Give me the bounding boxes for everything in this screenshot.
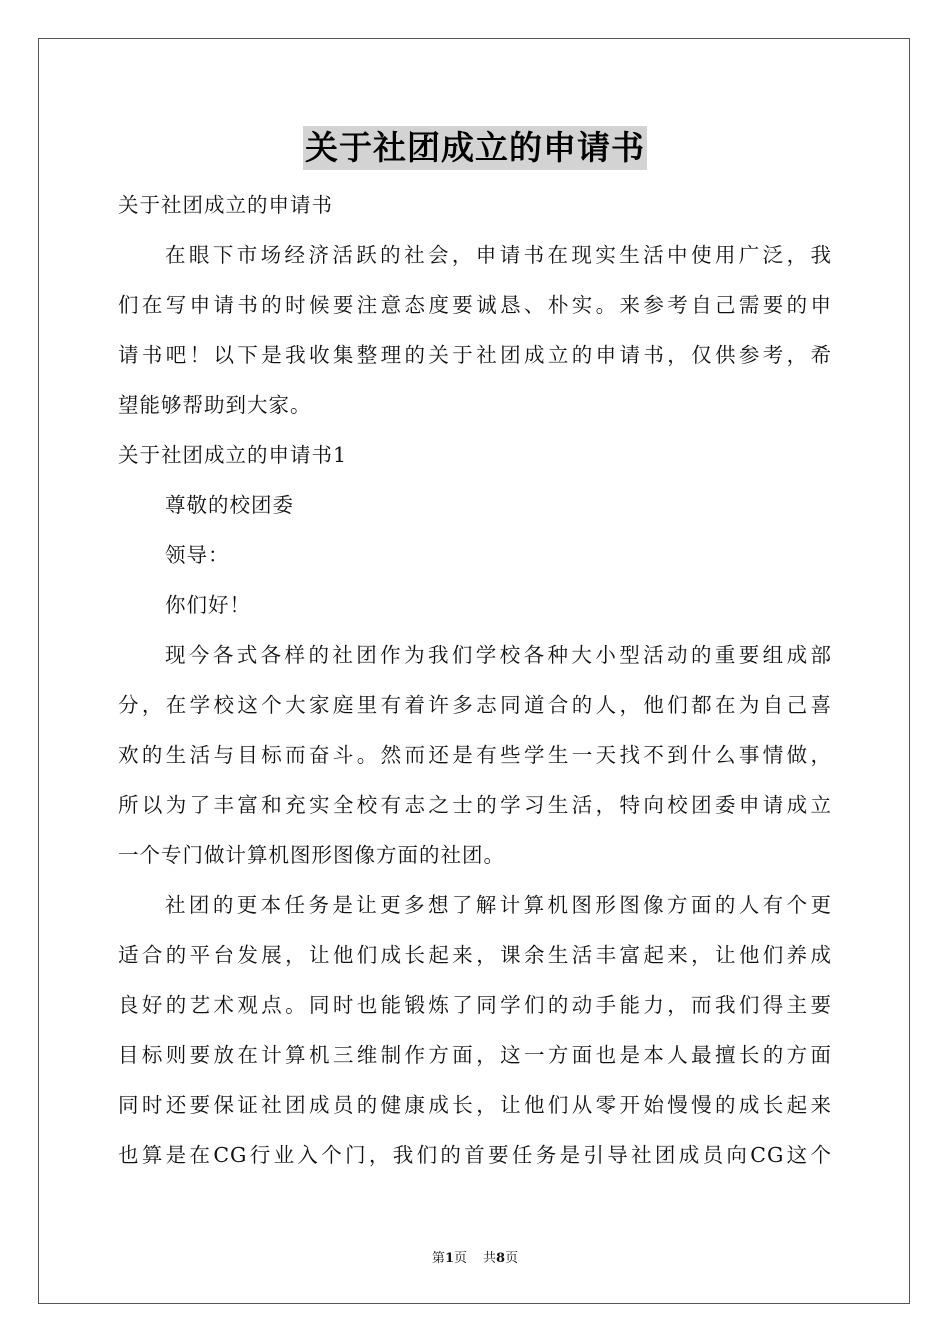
text-line: 同时还要保证社团成员的健康成长，让他们从零开始慢慢的成长起来 xyxy=(118,1093,832,1117)
text-line: 也算是在CG行业入个门，我们的首要任务是引导社团成员向CG这个 xyxy=(118,1143,832,1167)
total-prefix: 共 xyxy=(483,1251,497,1266)
text-line: 欢的生活与目标而奋斗。然而还是有些学生一天找不到什么事情做， xyxy=(118,743,832,767)
greeting-line: 你们好！ xyxy=(165,593,251,617)
total-page-count: 8 xyxy=(496,1251,506,1266)
text-line: 关于社团成立的申请书 xyxy=(118,193,333,217)
text-line: 适合的平台发展，让他们成长起来，课余生活丰富起来，让他们养成 xyxy=(118,943,832,967)
section-heading: 关于社团成立的申请书1 xyxy=(118,443,348,467)
text-line: 良好的艺术观点。同时也能锻炼了同学们的动手能力，而我们得主要 xyxy=(118,993,832,1017)
text-line: 目标则要放在计算机三维制作方面，这一方面也是本人最擅长的方面 xyxy=(118,1043,832,1067)
text-line: 在眼下市场经济活跃的社会，申请书在现实生活中使用广泛，我 xyxy=(165,243,832,267)
page-unit: 页 xyxy=(453,1251,467,1266)
salutation-line: 尊敬的校团委 xyxy=(165,493,294,517)
text-line: 所以为了丰富和充实全校有志之士的学习生活，特向校团委申请成立 xyxy=(118,793,832,817)
salutation-line: 领导： xyxy=(165,543,230,567)
text-line: 社团的更本任务是让更多想了解计算机图形图像方面的人有个更 xyxy=(165,893,832,917)
text-line: 们在写申请书的时候要注意态度要诚恳、朴实。来参考自己需要的申 xyxy=(118,293,832,317)
document-title: 关于社团成立的申请书 xyxy=(303,126,647,170)
current-page-number: 1 xyxy=(444,1251,454,1266)
text-line: 分，在学校这个大家庭里有着许多志同道合的人，他们都在为自己喜 xyxy=(118,693,832,717)
text-line: 现今各式各样的社团作为我们学校各种大小型活动的重要组成部 xyxy=(165,643,832,667)
text-line: 请书吧！以下是我收集整理的关于社团成立的申请书，仅供参考，希 xyxy=(118,343,832,367)
document-body xyxy=(118,180,832,1180)
total-unit: 页 xyxy=(505,1251,519,1266)
page-prefix: 第 xyxy=(431,1251,445,1266)
title-wrapper xyxy=(0,126,950,170)
text-line: 望能够帮助到大家。 xyxy=(118,393,312,417)
text-line: 一个专门做计算机图形图像方面的社团。 xyxy=(118,843,505,867)
page-footer xyxy=(0,1247,950,1266)
